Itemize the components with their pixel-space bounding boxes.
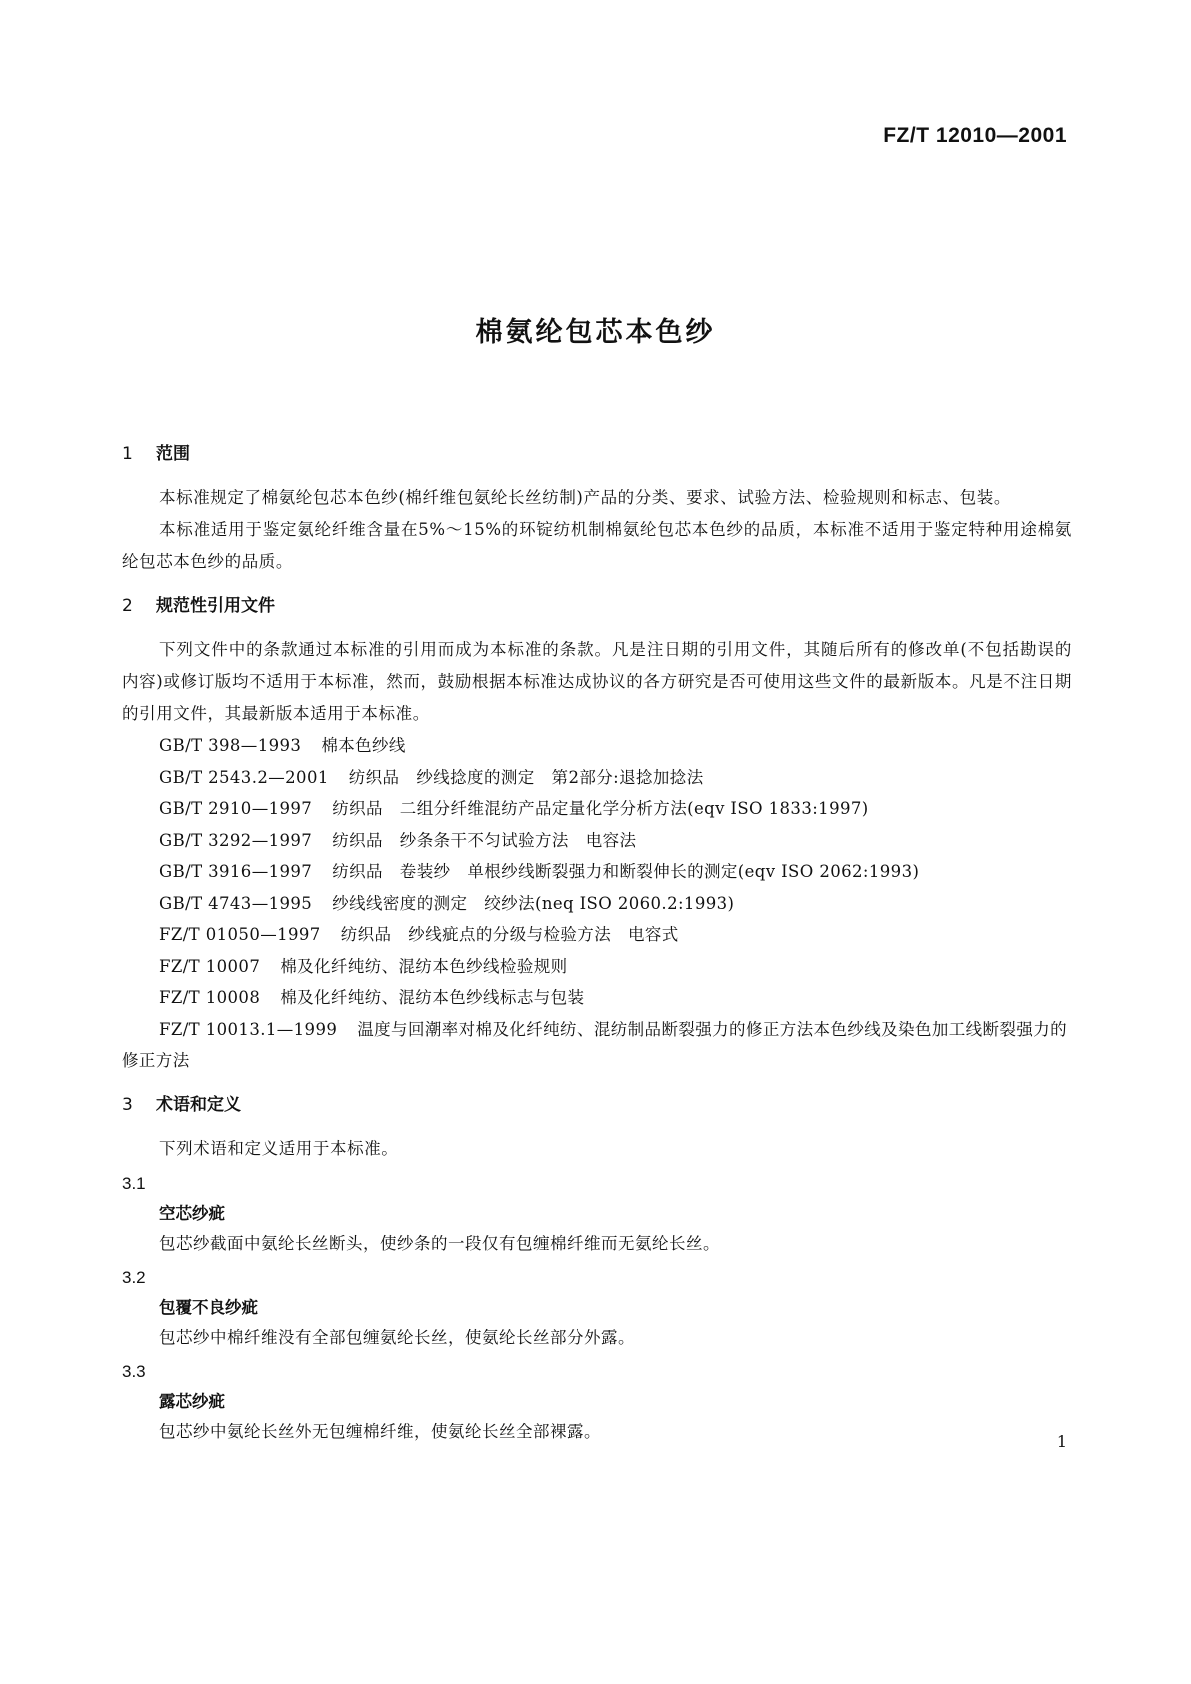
reference-title: 棉及化纤纯纺、混纺本色纱线标志与包装 — [280, 988, 585, 1007]
document-body — [122, 440, 1072, 1447]
reference-item — [122, 825, 1072, 857]
section-title: 规范性引用文件 — [156, 596, 275, 616]
section-number: 3 — [122, 1094, 133, 1115]
reference-code: GB/T 398—1993 — [159, 736, 302, 755]
section-number: 2 — [122, 596, 133, 616]
clause-number: 3.3 — [122, 1361, 146, 1381]
reference-title: 温度与回潮率对棉及化纤纯纺、混纺制品断裂强力的修正方法本色纱线及染色加工线断裂强力的修正方法 — [122, 1019, 1068, 1070]
term-definition: 包芯纱中棉纤维没有全部包缠氨纶长丝，使氨纶长丝部分外露。 — [159, 1327, 635, 1347]
reference-title: 纺织品 纱条条干不匀试验方法 电容法 — [332, 830, 637, 850]
reference-title: 棉本色纱线 — [321, 736, 406, 755]
reference-code: FZ/T 01050—1997 — [159, 925, 321, 944]
term-name: 空芯纱疵 — [159, 1203, 225, 1223]
reference-item — [122, 762, 1072, 794]
scope-paragraph: 本标准规定了棉氨纶包芯本色纱(棉纤维包氨纶长丝纺制)产品的分类、要求、试验方法、检验规则和标志、包装。 — [159, 488, 1011, 507]
section-title: 范围 — [156, 444, 190, 464]
section-heading-terms — [122, 1091, 1072, 1119]
reference-title: 纱线线密度的测定 绞纱法(neq ISO 2060.2:1993) — [332, 893, 735, 913]
reference-code: GB/T 3292—1997 — [159, 830, 313, 850]
section-heading-references — [122, 592, 1072, 620]
reference-item — [122, 1014, 1072, 1077]
term-name: 露芯纱疵 — [159, 1391, 225, 1411]
reference-title: 纺织品 纱线捻度的测定 第2部分:退捻加捻法 — [348, 767, 704, 787]
reference-item — [122, 856, 1072, 888]
reference-list — [122, 730, 1072, 1077]
reference-code: FZ/T 10008 — [159, 988, 261, 1007]
document-title: 棉氨纶包芯本色纱 — [475, 317, 716, 348]
reference-item — [122, 951, 1072, 983]
section-title: 术语和定义 — [156, 1094, 241, 1115]
scope-paragraph: 本标准适用于鉴定氨纶纤维含量在5%～15%的环锭纺机制棉氨纶包芯本色纱的品质，本标准不适用于鉴定特种用途棉氨纶包芯本色纱的品质。 — [122, 520, 1072, 571]
reference-item — [122, 919, 1072, 951]
reference-code: FZ/T 10013.1—1999 — [159, 1019, 338, 1039]
reference-item — [122, 730, 1072, 762]
terms-intro: 下列术语和定义适用于本标准。 — [159, 1138, 399, 1158]
term-definition: 包芯纱中氨纶长丝外无包缠棉纤维，使氨纶长丝全部裸露。 — [159, 1421, 601, 1441]
reference-title: 纺织品 二组分纤维混纺产品定量化学分析方法(eqv ISO 1833:1997) — [332, 799, 869, 818]
section-heading-scope — [122, 440, 1072, 468]
reference-code: GB/T 4743—1995 — [159, 893, 313, 913]
reference-item — [122, 793, 1072, 825]
reference-code: GB/T 3916—1997 — [159, 862, 313, 881]
reference-title: 纺织品 卷装纱 单根纱线断裂强力和断裂伸长的测定(eqv ISO 2062:1993) — [332, 862, 920, 881]
term-name: 包覆不良纱疵 — [159, 1297, 258, 1317]
reference-title: 纺织品 纱线疵点的分级与检验方法 电容式 — [340, 925, 679, 944]
reference-code: GB/T 2910—1997 — [159, 799, 313, 818]
clause-number: 3.1 — [122, 1173, 146, 1193]
standard-code: FZ/T 12010—2001 — [883, 124, 1067, 147]
reference-title: 棉及化纤纯纺、混纺本色纱线检验规则 — [280, 956, 568, 976]
term-definition: 包芯纱截面中氨纶长丝断头，使纱条的一段仅有包缠棉纤维而无氨纶长丝。 — [159, 1233, 720, 1253]
reference-item — [122, 888, 1072, 920]
reference-code: FZ/T 10007 — [159, 956, 261, 976]
references-intro: 下列文件中的条款通过本标准的引用而成为本标准的条款。凡是注日期的引用文件，其随后所有的修改单(不包括勘误的内容)或修订版均不适用于本标准，然而，鼓励根据本标准达成协议的各方研究是否可使用这些文件的最新版本。凡是不注日期的引用文件，其最新版本适用于本标准。 — [122, 640, 1072, 723]
reference-item — [122, 982, 1072, 1014]
section-number: 1 — [122, 444, 133, 464]
reference-code: GB/T 2543.2—2001 — [159, 767, 329, 787]
page-number: 1 — [1056, 1432, 1067, 1451]
clause-number: 3.2 — [122, 1267, 146, 1287]
